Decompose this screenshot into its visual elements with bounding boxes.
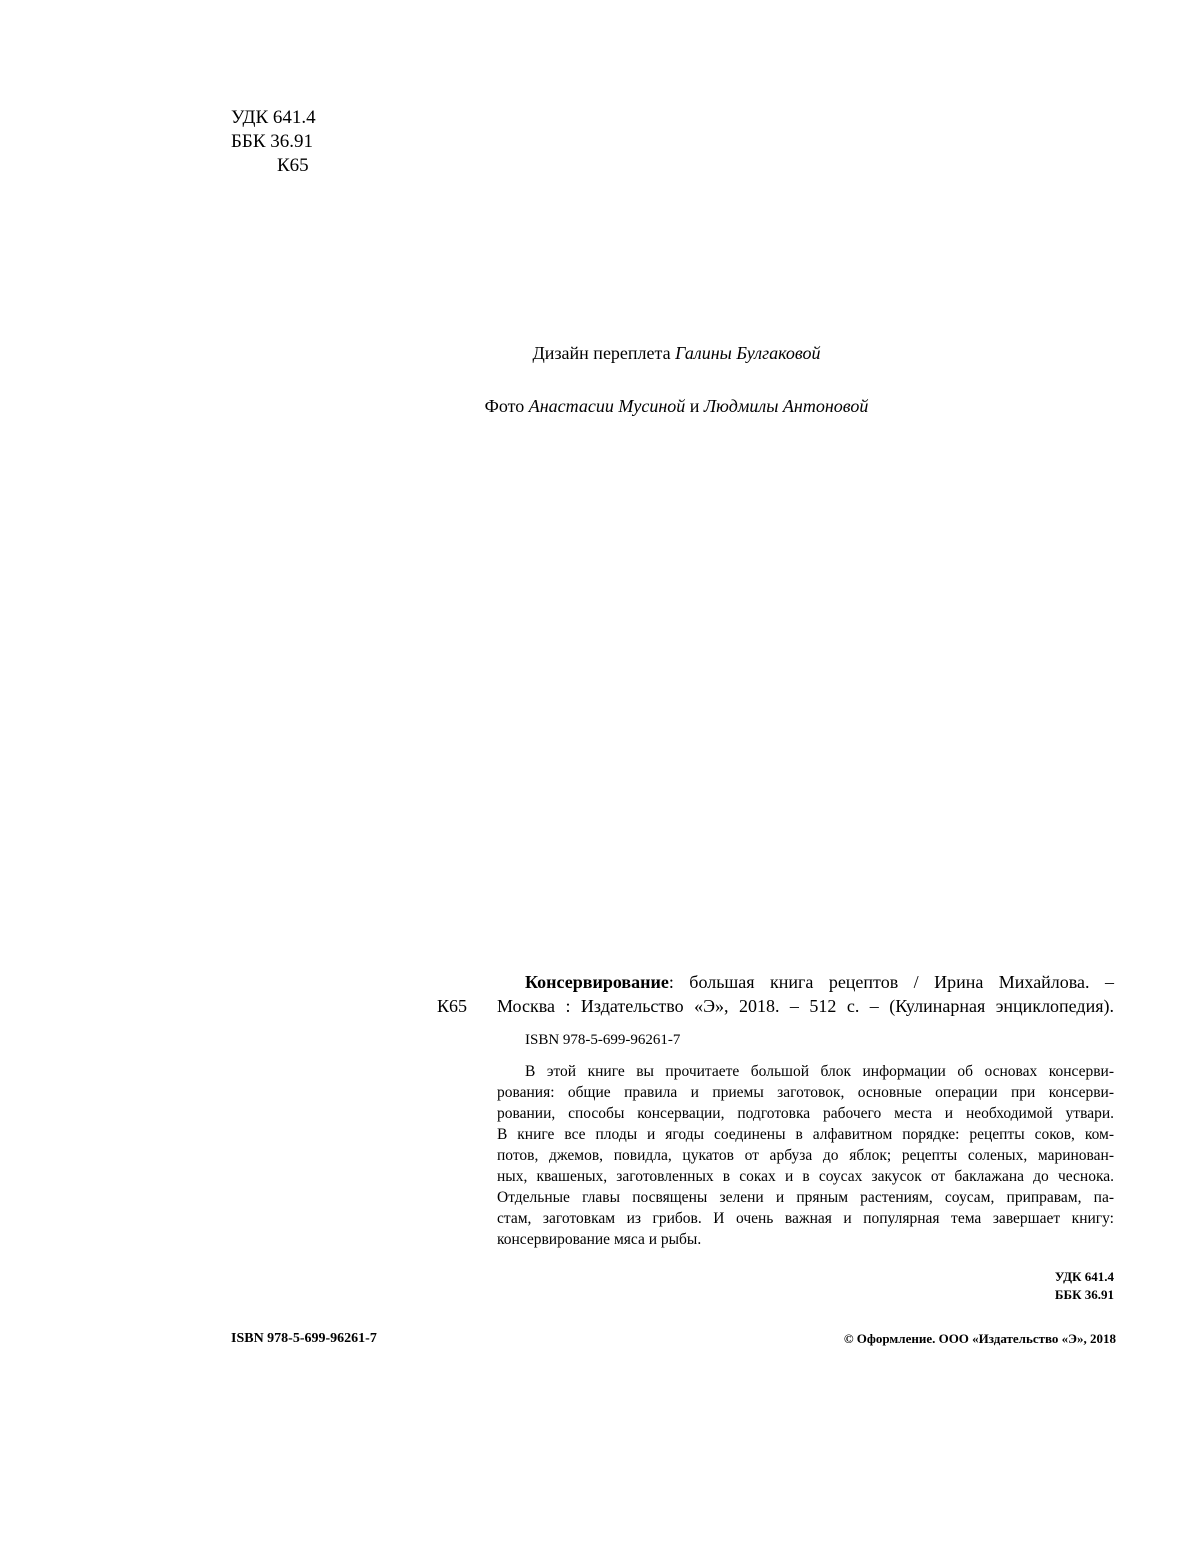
book-abstract: [497, 1061, 1114, 1250]
footer-isbn: ISBN 978-5-699-96261-7: [231, 1331, 377, 1346]
photo-credit-name-1: Анастасии Мусиной: [528, 396, 686, 416]
abstract-line: ровании, способы консервации, подготовка рабочего места и необходимой утвари.: [497, 1105, 1114, 1122]
book-title: Консервирование: [525, 972, 669, 992]
abstract-line: Отдельные главы посвящены зелени и пряным растениям, соусам, приправам, па-: [497, 1189, 1114, 1206]
footer-copyright: © Оформление. ООО «Издательство «Э», 2018: [843, 1331, 1116, 1346]
design-credit-name: Галины Булгаковой: [675, 343, 821, 363]
photo-credit: [0, 395, 1193, 417]
bibliographic-record: [497, 970, 1114, 1018]
design-credit: [0, 342, 1193, 364]
design-credit-prefix: Дизайн переплета: [532, 343, 676, 363]
bbk-code: ББК 36.91: [231, 131, 313, 152]
abstract-line: потов, джемов, повидла, цукатов от арбуза до яблок; рецепты соленых, маринован-: [497, 1147, 1114, 1164]
classification-block-top: [231, 106, 316, 178]
biblio-line-1: [497, 970, 1114, 994]
photo-credit-and: и: [685, 396, 704, 416]
biblio-line-2: Москва : Издательство «Э», 2018. – 512 с. – (Кулинарная энциклопедия).: [497, 996, 1114, 1016]
photo-credit-prefix: Фото: [484, 396, 529, 416]
abstract-line: В книге все плоды и ягоды соединены в алфавитном порядке: рецепты соков, ком-: [497, 1126, 1114, 1143]
biblio-isbn: ISBN 978-5-699-96261-7: [525, 1032, 681, 1048]
abstract-line: В этой книге вы прочитаете большой блок информации об основах консерви-: [525, 1063, 1114, 1080]
abstract-line: стам, заготовкам из грибов. И очень важная и популярная тема завершает книгу:: [497, 1210, 1114, 1227]
photo-credit-name-2: Людмилы Антоновой: [703, 396, 869, 416]
classification-block-bottom: [890, 1268, 1114, 1304]
abstract-line: рования: общие правила и приемы заготовок, основные операции при консерви-: [497, 1084, 1114, 1101]
biblio-line-1-rest: : большая книга рецептов / Ирина Михайлова. –: [668, 972, 1114, 992]
author-mark: К65: [277, 155, 309, 176]
bbk-code-bottom: ББК 36.91: [1054, 1287, 1114, 1302]
biblio-author-mark: К65: [437, 996, 468, 1016]
abstract-line: ных, квашеных, заготовленных в соках и в соусах закусок от баклажана до чеснока.: [497, 1168, 1114, 1185]
abstract-line: консервирование мяса и рыбы.: [497, 1231, 702, 1248]
udk-code-bottom: УДК 641.4: [1054, 1269, 1114, 1284]
udk-code: УДК 641.4: [231, 107, 316, 128]
